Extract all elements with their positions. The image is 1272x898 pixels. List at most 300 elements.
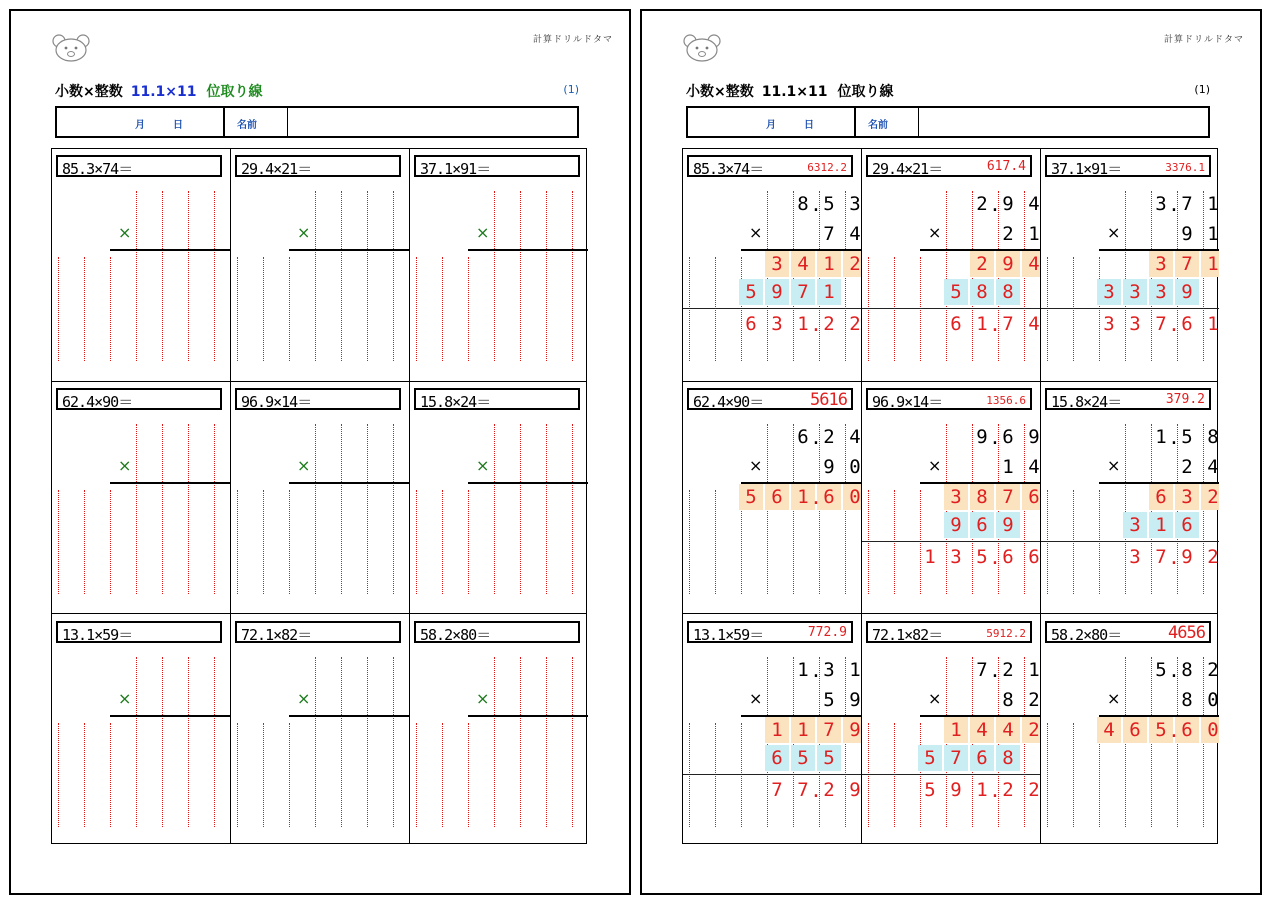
place-value-line xyxy=(237,490,238,594)
sum-line xyxy=(683,308,861,309)
place-value-line xyxy=(520,191,521,361)
partial-product-2-digit: 5 xyxy=(791,745,815,771)
product-digit: 7 xyxy=(1155,313,1167,335)
product-digit: 6 xyxy=(745,313,757,335)
place-value-line xyxy=(136,191,137,361)
partial-product-1-digit: 0 xyxy=(843,484,861,510)
name-date-box xyxy=(55,106,579,138)
partial-product-2-digit: 5 xyxy=(918,745,942,771)
answer-text: 379.2 xyxy=(1165,392,1205,407)
problem-cell xyxy=(862,615,1040,847)
place-value-line xyxy=(162,424,163,594)
multiplicand-digit: 3 xyxy=(1155,193,1167,215)
question-text: 58.2×80＝ xyxy=(420,626,491,644)
place-value-line xyxy=(136,657,137,827)
place-value-line xyxy=(58,490,59,594)
partial-product-1-digit: 3 xyxy=(1149,251,1173,277)
place-value-line xyxy=(494,657,495,827)
partial-product-1-digit: 7 xyxy=(817,717,841,743)
question-box xyxy=(687,621,853,643)
product-digit: 2 xyxy=(1028,779,1040,801)
partial-product-2-digit: 5 xyxy=(817,745,841,771)
place-value-line xyxy=(416,257,417,361)
name-date-box xyxy=(686,106,1210,138)
place-value-line xyxy=(741,257,742,361)
place-value-line xyxy=(920,257,921,361)
multiplier-digit: 1 xyxy=(1207,223,1219,245)
place-value-line xyxy=(494,191,495,361)
answer-text: 1356.6 xyxy=(986,394,1026,407)
place-value-line xyxy=(214,191,215,361)
partial-product-1-digit: 2 xyxy=(1022,717,1040,743)
question-box xyxy=(866,388,1032,410)
partial-product-2-digit: 8 xyxy=(996,279,1020,305)
question-text: 13.1×59＝ xyxy=(693,626,764,644)
partial-product-2-digit: 6 xyxy=(970,745,994,771)
place-value-line xyxy=(442,490,443,594)
partial-product-1-digit: 4 xyxy=(970,717,994,743)
times-sign: × xyxy=(749,456,763,475)
place-value-line xyxy=(110,723,111,827)
question-box xyxy=(1045,388,1211,410)
partial-product-1-decimal-point: . xyxy=(1168,720,1180,742)
partial-product-2-digit: 3 xyxy=(1149,279,1173,305)
partial-product-1-decimal-point: . xyxy=(810,487,822,509)
question-text: 29.4×21＝ xyxy=(872,160,943,178)
multiplicand-digit: 9 xyxy=(976,426,988,448)
answer-text: 3376.1 xyxy=(1165,161,1205,174)
partial-product-1-digit: 9 xyxy=(843,717,861,743)
place-value-line xyxy=(315,657,316,827)
partial-product-1-digit: 8 xyxy=(970,484,994,510)
problem-cell xyxy=(231,149,409,381)
partial-product-1-digit: 5 xyxy=(739,484,763,510)
partial-product-2-digit: 9 xyxy=(944,512,968,538)
place-value-line xyxy=(442,723,443,827)
place-value-line xyxy=(136,424,137,594)
product-decimal-point: . xyxy=(989,547,1001,569)
sum-line xyxy=(862,541,1040,542)
month-label: 月 xyxy=(766,120,776,131)
partial-product-2-digit: 8 xyxy=(996,745,1020,771)
worksheet-title xyxy=(686,81,894,101)
multiplicand-digit: 6 xyxy=(797,426,809,448)
product-digit: 2 xyxy=(823,779,835,801)
place-value-line xyxy=(920,723,921,827)
multiplier-digit: 4 xyxy=(849,223,861,245)
question-box xyxy=(866,155,1032,177)
product-digit: 6 xyxy=(1181,313,1193,335)
multiplicand-decimal-point: . xyxy=(1168,194,1180,216)
partial-product-1-digit: 4 xyxy=(996,717,1020,743)
partial-product-1-digit: 2 xyxy=(970,251,994,277)
problem-cell xyxy=(683,382,861,614)
times-sign: × xyxy=(928,689,942,708)
multiplier-digit: 7 xyxy=(823,223,835,245)
place-value-line xyxy=(162,657,163,827)
partial-product-1-digit: 6 xyxy=(1175,717,1199,743)
product-digit: 4 xyxy=(1028,313,1040,335)
title-method: 位取り線 xyxy=(837,84,894,100)
product-digit: 6 xyxy=(950,313,962,335)
multiplicand-digit: 9 xyxy=(1002,193,1014,215)
multiplier-digit: 2 xyxy=(1028,689,1040,711)
place-value-line xyxy=(868,257,869,361)
page-number: (1) xyxy=(563,83,579,96)
partial-product-1-digit: 3 xyxy=(944,484,968,510)
partial-product-1-digit: 7 xyxy=(996,484,1020,510)
product-digit: 7 xyxy=(797,779,809,801)
problem-cell xyxy=(1041,149,1219,381)
multiplier-digit: 9 xyxy=(1181,223,1193,245)
product-digit: 9 xyxy=(849,779,861,801)
place-value-line xyxy=(416,723,417,827)
multiplier-digit: 4 xyxy=(1028,456,1040,478)
partial-product-2-digit: 3 xyxy=(1123,512,1147,538)
place-value-line xyxy=(367,657,368,827)
multiplicand-digit: 2 xyxy=(1207,659,1219,681)
partial-product-1-digit: 6 xyxy=(817,484,841,510)
partial-product-2-digit: 6 xyxy=(765,745,789,771)
problem-cell xyxy=(410,149,588,381)
multiplier-digit: 9 xyxy=(823,456,835,478)
multiply-line xyxy=(110,715,230,717)
place-value-line xyxy=(315,424,316,594)
multiplicand-digit: 3 xyxy=(823,659,835,681)
multiplicand-digit: 7 xyxy=(1181,193,1193,215)
question-box xyxy=(414,621,580,643)
place-value-line xyxy=(58,723,59,827)
multiplicand-digit: 2 xyxy=(976,193,988,215)
multiplier-digit: 2 xyxy=(1181,456,1193,478)
place-value-line xyxy=(1073,490,1074,594)
question-box xyxy=(687,388,853,410)
multiplicand-decimal-point: . xyxy=(989,194,1001,216)
product-digit: 9 xyxy=(950,779,962,801)
place-value-line xyxy=(868,723,869,827)
title-method: 位取り線 xyxy=(206,84,263,100)
question-box xyxy=(235,388,401,410)
product-digit: 1 xyxy=(924,546,936,568)
multiplier-digit: 0 xyxy=(1207,689,1219,711)
place-value-line xyxy=(520,657,521,827)
partial-product-1-digit: 1 xyxy=(791,484,815,510)
multiplicand-decimal-point: . xyxy=(1168,427,1180,449)
question-box xyxy=(1045,155,1211,177)
answer-grid xyxy=(682,148,1218,844)
multiply-line xyxy=(468,482,588,484)
place-value-line xyxy=(894,490,895,594)
product-digit: 2 xyxy=(1207,546,1219,568)
title-range: 11.1×11 xyxy=(761,84,828,100)
question-text: 13.1×59＝ xyxy=(62,626,133,644)
place-value-line xyxy=(520,424,521,594)
product-digit: 1 xyxy=(976,779,988,801)
question-box xyxy=(866,621,1032,643)
product-decimal-point: . xyxy=(1168,547,1180,569)
date-field[interactable] xyxy=(688,108,856,136)
answer-text: 5616 xyxy=(810,390,847,410)
question-text: 72.1×82＝ xyxy=(872,626,943,644)
product-digit: 9 xyxy=(1181,546,1193,568)
place-value-line xyxy=(689,723,690,827)
partial-product-1-digit: 1 xyxy=(944,717,968,743)
answer-text: 772.9 xyxy=(807,625,847,640)
times-sign: × xyxy=(118,456,132,475)
partial-product-2-digit: 8 xyxy=(970,279,994,305)
multiplicand-digit: 7 xyxy=(976,659,988,681)
product-digit: 3 xyxy=(1129,313,1141,335)
place-value-line xyxy=(920,490,921,594)
question-text: 37.1×91＝ xyxy=(1051,160,1122,178)
multiply-line xyxy=(289,715,409,717)
product-digit: 7 xyxy=(771,779,783,801)
title-main: 小数×整数 xyxy=(686,84,754,100)
multiplier-digit: 8 xyxy=(1002,689,1014,711)
multiply-line xyxy=(468,715,588,717)
multiplicand-digit: 3 xyxy=(849,193,861,215)
problem-cell xyxy=(683,615,861,847)
place-value-line xyxy=(214,657,215,827)
multiplicand-digit: 1 xyxy=(797,659,809,681)
partial-product-1-digit: 6 xyxy=(765,484,789,510)
place-value-line xyxy=(58,257,59,361)
place-value-line xyxy=(715,257,716,361)
partial-product-1-digit: 3 xyxy=(765,251,789,277)
place-value-line xyxy=(84,257,85,361)
place-value-line xyxy=(237,723,238,827)
question-text: 58.2×80＝ xyxy=(1051,626,1122,644)
place-value-line xyxy=(367,424,368,594)
question-box xyxy=(687,155,853,177)
product-digit: 2 xyxy=(823,313,835,335)
multiplicand-digit: 6 xyxy=(1002,426,1014,448)
place-value-line xyxy=(341,191,342,361)
multiplier-digit: 1 xyxy=(1002,456,1014,478)
place-value-line xyxy=(110,257,111,361)
times-sign: × xyxy=(476,223,490,242)
multiply-line xyxy=(110,482,230,484)
times-sign: × xyxy=(749,223,763,242)
sum-line xyxy=(1041,308,1219,309)
problem-cell xyxy=(231,615,409,847)
times-sign: × xyxy=(476,456,490,475)
place-value-line xyxy=(1099,257,1100,361)
question-text: 62.4×90＝ xyxy=(62,393,133,411)
place-value-line xyxy=(289,723,290,827)
multiplicand-digit: 5 xyxy=(823,193,835,215)
place-value-line xyxy=(393,657,394,827)
partial-product-1-digit: 6 xyxy=(1149,484,1173,510)
place-value-line xyxy=(1047,723,1048,827)
multiply-line xyxy=(289,482,409,484)
sum-line xyxy=(862,308,1040,309)
day-label: 日 xyxy=(173,120,183,131)
place-value-line xyxy=(572,191,573,361)
place-value-line xyxy=(367,191,368,361)
multiply-line xyxy=(110,249,230,251)
multiplier-digit: 9 xyxy=(849,689,861,711)
question-text: 96.9×14＝ xyxy=(872,393,943,411)
multiplier-digit: 0 xyxy=(849,456,861,478)
partial-product-1-digit: 1 xyxy=(791,717,815,743)
product-digit: 2 xyxy=(849,313,861,335)
question-text: 72.1×82＝ xyxy=(241,626,312,644)
place-value-line xyxy=(393,424,394,594)
times-sign: × xyxy=(297,689,311,708)
question-text: 15.8×24＝ xyxy=(420,393,491,411)
place-value-line xyxy=(214,424,215,594)
answer-text: 4656 xyxy=(1168,623,1205,643)
bear-logo-icon xyxy=(682,33,722,63)
multiplicand-digit: 1 xyxy=(1207,193,1219,215)
problem-cell xyxy=(410,382,588,614)
multiply-line xyxy=(289,249,409,251)
place-value-line xyxy=(110,490,111,594)
place-value-line xyxy=(237,257,238,361)
problem-grid xyxy=(51,148,587,844)
partial-product-2-digit: 5 xyxy=(944,279,968,305)
place-value-line xyxy=(263,257,264,361)
partial-product-2-digit: 7 xyxy=(791,279,815,305)
question-text: 85.3×74＝ xyxy=(62,160,133,178)
place-value-line xyxy=(393,191,394,361)
partial-product-1-digit: 6 xyxy=(1022,484,1040,510)
question-box xyxy=(56,155,222,177)
place-value-line xyxy=(572,424,573,594)
page-number: (1) xyxy=(1194,83,1210,96)
bear-logo-icon xyxy=(51,33,91,63)
place-value-line xyxy=(572,657,573,827)
name-label: 名前 xyxy=(868,120,888,131)
place-value-line xyxy=(188,657,189,827)
multiplier-digit: 1 xyxy=(1028,223,1040,245)
question-box xyxy=(414,155,580,177)
multiplicand-decimal-point: . xyxy=(989,427,1001,449)
day-label: 日 xyxy=(804,120,814,131)
partial-product-1-digit: 3 xyxy=(1175,484,1199,510)
question-text: 96.9×14＝ xyxy=(241,393,312,411)
multiplicand-digit: 9 xyxy=(1028,426,1040,448)
times-sign: × xyxy=(297,223,311,242)
place-value-line xyxy=(468,490,469,594)
partial-product-2-digit: 9 xyxy=(1175,279,1199,305)
multiplier-digit: 4 xyxy=(1207,456,1219,478)
multiplicand-digit: 8 xyxy=(797,193,809,215)
place-value-line xyxy=(546,424,547,594)
question-text: 15.8×24＝ xyxy=(1051,393,1122,411)
month-label: 月 xyxy=(135,120,145,131)
multiplicand-digit: 4 xyxy=(1028,193,1040,215)
multiplicand-decimal-point: . xyxy=(810,427,822,449)
partial-product-1-digit: 1 xyxy=(765,717,789,743)
multiplicand-digit: 1 xyxy=(1028,659,1040,681)
place-value-line xyxy=(715,723,716,827)
partial-product-1-digit: 6 xyxy=(1123,717,1147,743)
product-decimal-point: . xyxy=(989,314,1001,336)
place-value-line xyxy=(341,657,342,827)
question-box xyxy=(235,155,401,177)
partial-product-1-digit: 2 xyxy=(1201,484,1219,510)
partial-product-2-digit: 3 xyxy=(1097,279,1121,305)
multiplier-digit: 5 xyxy=(823,689,835,711)
times-sign: × xyxy=(928,223,942,242)
place-value-line xyxy=(416,490,417,594)
multiplicand-digit: 8 xyxy=(1181,659,1193,681)
place-value-line xyxy=(188,191,189,361)
place-value-line xyxy=(263,723,264,827)
problem-cell xyxy=(862,382,1040,614)
multiplicand-digit: 1 xyxy=(1155,426,1167,448)
place-value-line xyxy=(715,490,716,594)
times-sign: × xyxy=(476,689,490,708)
product-digit: 1 xyxy=(797,313,809,335)
product-digit: 1 xyxy=(976,313,988,335)
place-value-line xyxy=(84,723,85,827)
product-digit: 6 xyxy=(1028,546,1040,568)
multiplier-digit: 2 xyxy=(1002,223,1014,245)
place-value-line xyxy=(289,257,290,361)
question-box xyxy=(235,621,401,643)
multiply-line xyxy=(468,249,588,251)
worksheet-answers xyxy=(640,9,1262,895)
problem-cell xyxy=(862,149,1040,381)
partial-product-1-digit: 1 xyxy=(1201,251,1219,277)
problem-cell xyxy=(1041,615,1219,847)
question-box xyxy=(414,388,580,410)
place-value-line xyxy=(468,257,469,361)
date-field[interactable] xyxy=(57,108,225,136)
place-value-line xyxy=(1073,723,1074,827)
multiplicand-digit: 8 xyxy=(1207,426,1219,448)
product-digit: 3 xyxy=(771,313,783,335)
place-value-line xyxy=(1047,490,1048,594)
product-digit: 6 xyxy=(1002,546,1014,568)
place-value-line xyxy=(1099,490,1100,594)
place-value-line xyxy=(289,490,290,594)
place-value-line xyxy=(162,191,163,361)
problem-cell xyxy=(52,615,230,847)
place-value-line xyxy=(546,657,547,827)
place-value-line xyxy=(868,490,869,594)
place-value-line xyxy=(689,257,690,361)
problem-cell xyxy=(683,149,861,381)
multiplicand-decimal-point: . xyxy=(989,660,1001,682)
times-sign: × xyxy=(749,689,763,708)
worksheet-blank xyxy=(9,9,631,895)
multiplicand-digit: 5 xyxy=(1155,659,1167,681)
place-value-line xyxy=(442,257,443,361)
question-text: 85.3×74＝ xyxy=(693,160,764,178)
answer-text: 6312.2 xyxy=(807,161,847,174)
problem-cell xyxy=(231,382,409,614)
problem-cell xyxy=(52,149,230,381)
place-value-line xyxy=(341,424,342,594)
product-decimal-point: . xyxy=(989,780,1001,802)
question-text: 29.4×21＝ xyxy=(241,160,312,178)
partial-product-2-digit: 5 xyxy=(739,279,763,305)
partial-product-2-digit: 3 xyxy=(1123,279,1147,305)
product-digit: 3 xyxy=(1103,313,1115,335)
place-value-line xyxy=(894,723,895,827)
problem-cell xyxy=(52,382,230,614)
multiplicand-decimal-point: . xyxy=(1168,660,1180,682)
sum-line xyxy=(862,774,1040,775)
place-value-line xyxy=(1047,257,1048,361)
partial-product-2-digit: 1 xyxy=(1149,512,1173,538)
brand-name: 計算ドリルドタマ xyxy=(1163,35,1244,45)
problem-cell xyxy=(1041,382,1219,614)
